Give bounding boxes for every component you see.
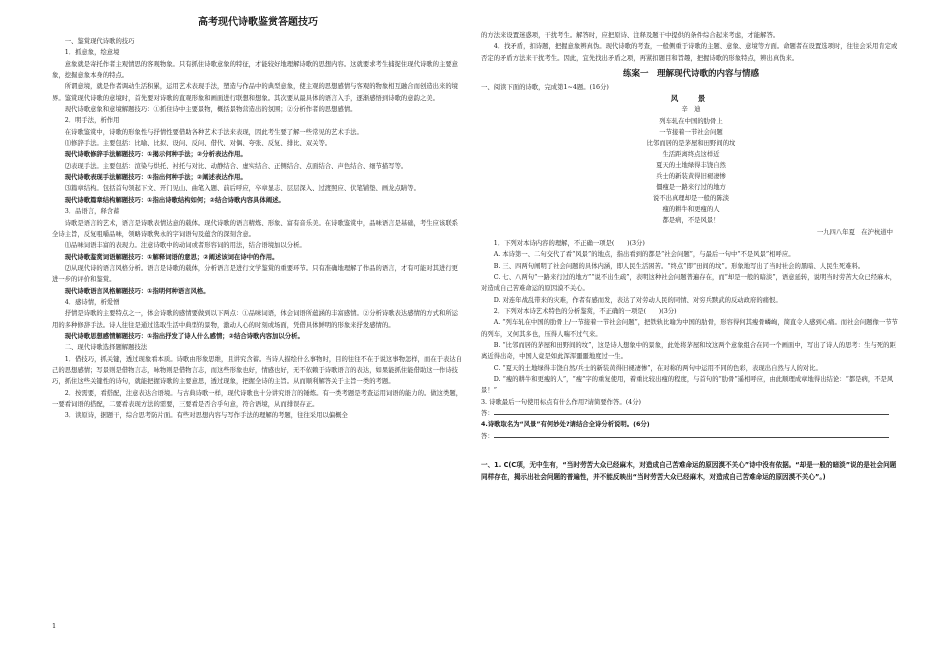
left-paragraph: ⑶篇章结构。包括首句领起下文、开门见山、曲笔入题、前后呼应，卒章显志、层层深入、过渡照应、伏笔铺垫、画龙点睛等。 (64, 185, 420, 193)
intro-paragraph: 的方法来设置迷惑项，干扰考生。解答时，应把原诗、注释及题干中提供的条件综合起来考虑，才能解答。 (481, 32, 780, 39)
questions (481, 238, 901, 408)
left-paragraph: 现代诗歌思想感情解题技巧：①指出抒发了诗人什么感情；②结合诗歌内容加以分析。 (64, 332, 304, 340)
question-item: 3. 诗歌最后一句使用标点有什么作用?请简要作答。(4分) (481, 398, 642, 406)
answer-prompt-q3: 答： (481, 410, 494, 417)
left-paragraph: 在诗歌鉴赏中，诗歌的形象性与抒情性要借助各种艺术手法来表现，因此考生要了解一些常见的艺术手法。 (64, 128, 363, 136)
left-paragraph: 3．品语言，释含蓄 (64, 208, 120, 216)
left-paragraph: 3．读原诗，据题干，综合思考防片面。有些对思想内容与写作手法的理解的考题，往往采用以偏概全 (64, 412, 348, 420)
section-heading: 练案一 理解现代诗歌的内容与情感 (622, 69, 759, 80)
poem-title: 风 景 (670, 94, 712, 104)
left-paragraph: 现代诗歌语言风格解题技巧：①指明何种语言风格。 (64, 287, 210, 295)
question-item: C. 七、八两句“一路来行过的地方”“说不出生疏”，表明这种社会问题普遍存在，而“却是一般的暗淡”，语意延转，说明当时劳苦大众已经麻木，对造成自己苦难命运的原因漠不关心。 (481, 273, 897, 293)
question-item: B. 三、四两句阐明了社会问题的具体内涵，即人民生活困苦。“终点”即“田间的坟”。形象地写出了当时社会的黑暗、人民生死难料。 (493, 262, 865, 270)
intro-paragraph: 4．找矛盾，扣诗题，把握意象辨真伪。现代诗歌的考查，一般侧重于诗歌的主题、意象、意境等方面。命题者在设置选项时，往往会采用肯定或否定的矛盾方法来干扰考生。因此，宜先找出矛盾之项，再紧扣题目和旨趣，把握诗歌的形象特点，辨出真伪来。 (481, 43, 898, 62)
answer-key: 一、1. C(C项，无中生有，“当时劳苦大众已经麻木，对造成自己苦难命运的原因漠不关心”诗中没有依据。“却是一般的暗淡”说的是社会问题同样存在，揭示出社会问题的普遍性，并不能反映出“当时劳苦大众已经麻木，对造成自己苦难命运的原因漠不关心”。) (481, 461, 897, 481)
right-column (481, 30, 901, 483)
right-intro (481, 30, 901, 64)
poem-line: 列车轧在中国的肋骨上 (659, 117, 723, 125)
left-paragraph: 意象就是寄托作者主观情思的客观物象。只有抓住诗歌意象的特征，才能较好地理解诗歌的思想内容。这就要求考生捕捉住现代诗歌的主要意象，挖掘意象本身的特点。 (52, 60, 459, 80)
left-paragraph: 二、现代诗歌选择题解题技法 (64, 344, 148, 352)
poem-line: 生活距离终点这样近 (662, 150, 720, 158)
question-intro: 一、阅读下面的诗歌，完成第1~4题。(16分) (481, 84, 609, 92)
poem-lines (481, 116, 901, 227)
poem-line: 比邻而居的是茅屋和田野间的坟 (646, 139, 736, 147)
answer-line-q3[interactable] (481, 408, 901, 419)
answer-blank-q3[interactable] (494, 408, 889, 415)
question-item: A. 本诗第一、二句交代了看“风景”的地点，指出看到的都是“社会问题”，与最后一句中“不是风景”相呼应。 (493, 251, 795, 259)
left-paragraph: ⑴修辞手法。主要包括：比喻、比拟、设问、反问、借代、对偶、夸张、反复、排比、双关等。 (64, 140, 332, 148)
left-column (52, 36, 464, 422)
question-item: 1．下列对本诗内容的理解，不正确一项是( )(3分) (493, 239, 645, 247)
left-paragraph: ⑵表现手法。主要包括：渲染与烘托、衬托与对比、动静结合、虚实结合、正侧结合、点面结合、声色结合、细节描写等。 (64, 162, 408, 170)
left-paragraph: 4．感诗情，析爱憎 (64, 298, 120, 306)
poem-line: 兵士的新装黄得旧褪凄惨 (656, 173, 726, 181)
answer-prompt-q4: 答： (481, 432, 494, 440)
question-item: D. 对连年战乱带来的灾难，作者有感而发，表达了对劳动人民的同情、对穷兵黩武的反动政府的痛恨。 (493, 296, 782, 304)
poem-author: 辛 迪 (681, 106, 701, 114)
left-paragraph: ⑵从现代诗的语言风格分析。语言是诗歌的载体，分析语言是进行文学鉴赏的重要环节。只有准确地理解了作品的语言，才有可能对其进行更进一步的评价和鉴赏。 (52, 264, 459, 284)
left-paragraph: 现代诗歌表现手法解题技巧：①指出何种手法；②阐述表达作用。 (64, 174, 247, 182)
left-paragraph: ⑴品味词语丰富的表现力。注意诗歌中的动词或者形容词的用法，结合语境加以分析。 (64, 242, 306, 250)
answer-line-q4[interactable] (481, 431, 901, 442)
left-paragraph: 现代诗歌篇章结构解题技巧：①指出诗歌结构如何；②结合诗歌内容具体阐述。 (64, 196, 285, 204)
answer-blank-q4[interactable] (494, 431, 889, 438)
poem-line: 僵瘦是一路来行过的地方 (656, 184, 726, 192)
poem-line: 都是病，不是风景！ (662, 217, 720, 225)
left-paragraph: 现代诗歌修辞手法解题技巧：①揭示何种手法；②分析表达作用。 (64, 151, 247, 159)
page-number: 1 (52, 622, 57, 630)
poem-line: 说不出真理却是一般的陈淡 (652, 195, 730, 203)
poem-signoff: 一九四八年夏 在沪杭道中 (816, 228, 893, 236)
left-paragraph: 所谓意境，就是作者调动生活积累，运用艺术表现手法，塑造与作品中的典型意象，使主观的思想感情与客观的物象相互融合而创造出来的境界。鉴赏现代诗歌的意境时，首先要对诗歌的直观形象和画面进行联想和想象。其次要从最具体的语言入手，逐渐感悟到诗歌的意韵之美。 (52, 83, 459, 102)
question-item: D. “瘦的耕牛和更瘦的人”，“瘦”字的重复使用，着重比较出瘦的程度，与首句的“肋骨”遥相呼应，由此顺理成章地得出结论：“都是病，不是风景！” (481, 375, 894, 395)
poem (481, 93, 901, 226)
poem-line: 夏天的土地绿得丰饶自然 (656, 161, 726, 169)
question-item: C. “夏天的土地绿得丰饶自然/兵士的新装黄得旧褪凄惨”，在对称的两句中运用不同的色彩，表现出自然与人的对比。 (493, 364, 822, 372)
poem-line: 一节接着一节社会问题 (659, 128, 723, 136)
left-paragraph: 一、鉴赏现代诗歌的技巧 (64, 38, 135, 45)
left-paragraph: 现代诗歌鉴赏词语解题技巧：①解释词语的意思；②阐述该词在诗中的作用。 (64, 253, 279, 261)
left-paragraph: 2．明手法，析作用 (64, 117, 120, 125)
left-paragraph: 抒情是诗歌的主要特点之一，体会诗歌的感情要做到以下两点：①品味词语，体会词语所蕴涵的丰富感情。②分析诗歌表达感情的方式和所运用的多种修辞手法。诗人往往是通过选取生活中典型的景物，激动人心的时刻或场面，凭借具体鲜明的形象来抒发感情的。 (52, 310, 459, 329)
document-title: 高考现代诗歌鉴赏答题技巧 (198, 17, 318, 28)
left-paragraph: 1．抓意象，绘意境 (64, 49, 120, 57)
question-item: 2．下列对本诗艺术特色的分析鉴赏，不正确的一项是( )(3分) (493, 307, 677, 315)
question-item: B. “比邻而居的茅屋和田野间的坟”，这是诗人想象中的景象，此处将茅屋和坟这两个意象组合在同一个画面中，写出了诗人的思考：生与死的距离近得出奇，中国人竟是如此浑浑噩噩地度过一生。 (481, 341, 896, 361)
question-4: 4.诗歌取名为“风景”有何妙处?请结合全诗分析说明。(6分) (481, 421, 650, 429)
poem-line: 瘦的耕牛和更瘦的人 (662, 206, 720, 214)
left-paragraph: 1．借技巧，抓关键，透过现象看本质。诗歌由形象思维，且讲究含蓄。当诗人描绘什么事物时，目的往往不在于说这事物怎样，而在于表达自己的思想感情；写景则是借物言志，咏物则是借物言志，而这些形象也好，情感也好，无不依赖于诗歌语言的表达，如果能抓住能借助这一作诗技巧，抓住这些关键性的诗句，就能把握诗歌的主要意思，透过现象，把握全诗的主旨。从而顺利解答关于主旨一类的考题。 (52, 355, 463, 386)
left-paragraph: 诗歌是语言的艺术，语言是诗歌表情达意的载体。现代诗歌的语言精炼、形象、富有音乐美。在诗歌鉴赏中，品味语言是基础，考生应该联系全诗主旨，反复咀嚼品味，领略诗歌隽永的字词语句及蕴含的深刻含意。 (52, 219, 459, 238)
question-item: A. “列车轧在中国的肋骨上/一节接着一节社会问题”，把铁轨比喻为中国的肋骨，形容得何其瘦骨嶙峋，简直令人感到心痛。而社会问题像一节节的列车，又何其多也，压得人喘不过气来。 (481, 319, 898, 338)
left-paragraph: 现代诗歌意象和意境解题技巧：①抓住诗中主要景物，概括景物营造出的氛围；②分析作者的思想感情。 (64, 106, 357, 114)
left-paragraph: 2．按需要，看搭配，注意表达合语境。与古典诗歌一样，现代诗歌也十分讲究语言的锤炼。有一类考题是考查运用词语的能力的。做这类题，一要看词语的搭配，二要看表现方法的需要，三要看是否合乎句意，符合语境，从而排误存正。 (52, 389, 463, 408)
